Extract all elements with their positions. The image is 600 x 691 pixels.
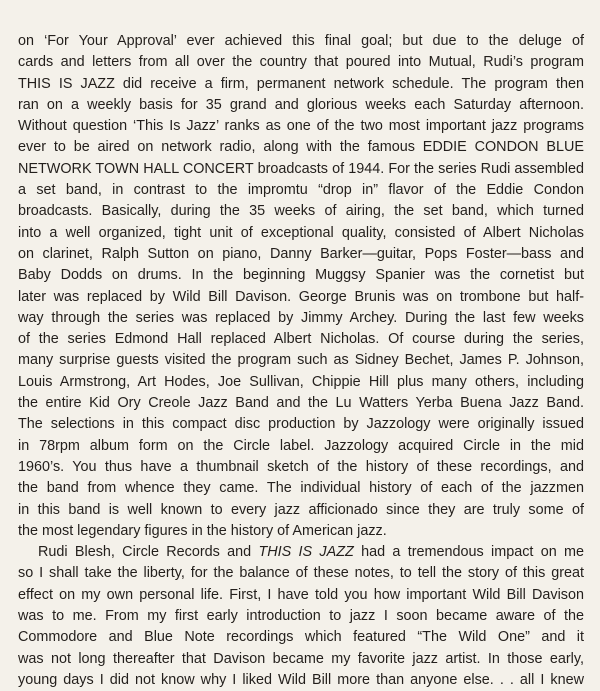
- text-line: the band from whence they came. The individual history of each of the jazzmen: [18, 480, 584, 497]
- text-line: Commodore and Blue Note recordings which featured “The Wild One” and it: [18, 629, 584, 646]
- text-line: ran on a weekly basis for 35 grand and glorious weeks each Saturday afternoon.: [18, 96, 584, 113]
- program-title: THIS IS JAZZ: [258, 544, 354, 561]
- text-line: [18, 542, 584, 563]
- text-line: many surprise guests visited the program such as Sidney Bechet, James P. Johnson,: [18, 352, 584, 369]
- text-line: young days I did not know why I liked Wild Bill more than anyone else. . . all I knew: [18, 671, 584, 688]
- text-line: effect on my own personal life. First, I have told you how important Wild Bill Davison: [18, 586, 584, 603]
- text-line: in this band is well known to every jazz afficionado since they are truly some of: [18, 501, 584, 518]
- text-line: into a well organized, tight unit of exceptional quality, consisted of Albert Nicholas: [18, 224, 584, 241]
- text-line: later was replaced by Wild Bill Davison. George Brunis was on trombone but half-: [18, 288, 584, 305]
- paragraph-1: [18, 31, 584, 542]
- text-line: cards and letters from all over the country that poured into Mutual, Rudi’s program: [18, 54, 584, 71]
- text-line: a set band, in contrast to the impromtu “drop in” flavor of the Eddie Condon: [18, 182, 584, 199]
- text-line: of the series Edmond Hall replaced Albert Nicholas. Of course during the series,: [18, 331, 584, 348]
- text-line: broadcasts. Basically, during the 35 weeks of airing, the set band, which turned: [18, 203, 584, 220]
- text-line: so I shall take the liberty, for the balance of these notes, to tell the story of this great: [18, 565, 584, 582]
- text-line: on clarinet, Ralph Sutton on piano, Danny Barker—guitar, Pops Foster—bass and: [18, 245, 584, 262]
- text-line: way through the series was replaced by Jimmy Archey. During the last few weeks: [18, 309, 584, 326]
- text-line: the entire Kid Ory Creole Jazz Band and the Lu Watters Yerba Buena Jazz Band.: [18, 395, 584, 412]
- text-line: 1960’s. You thus have a thumbnail sketch of the history of these recordings, and: [18, 458, 584, 475]
- text-line: Without question ‘This Is Jazz’ ranks as one of the two most important jazz programs: [18, 118, 584, 135]
- text-run: Rudi Blesh, Circle Records and: [38, 544, 259, 561]
- text-line: Louis Armstrong, Art Hodes, Joe Sullivan, Chippie Hill plus many others, including: [18, 373, 584, 390]
- text-line: the most legendary figures in the history of American jazz.: [18, 522, 387, 539]
- text-line: was to me. From my first early introduction to jazz I soon became aware of the: [18, 608, 584, 625]
- text-run: had a tremendous impact on me: [353, 544, 584, 561]
- paragraph-2: [18, 542, 584, 691]
- text-line: The selections in this compact disc production by Jazzology were originally issued: [18, 416, 584, 433]
- text-line: ever to be aired on network radio, along with the famous EDDIE CONDON BLUE: [18, 139, 584, 156]
- text-line: THIS IS JAZZ did receive a firm, permanent network schedule. The program then: [18, 75, 584, 92]
- text-line: Baby Dodds on drums. In the beginning Muggsy Spanier was the cornetist but: [18, 267, 584, 284]
- text-line: in 78rpm album form on the Circle label. Jazzology acquired Circle in the mid: [18, 437, 584, 454]
- text-line: NETWORK TOWN HALL CONCERT broadcasts of 1944. For the series Rudi assembled: [18, 160, 584, 177]
- text-line: on ‘For Your Approval’ ever achieved this final goal; but due to the deluge of: [18, 33, 584, 49]
- text-line: was not long thereafter that Davison became my favorite jazz artist. In those early,: [18, 650, 584, 667]
